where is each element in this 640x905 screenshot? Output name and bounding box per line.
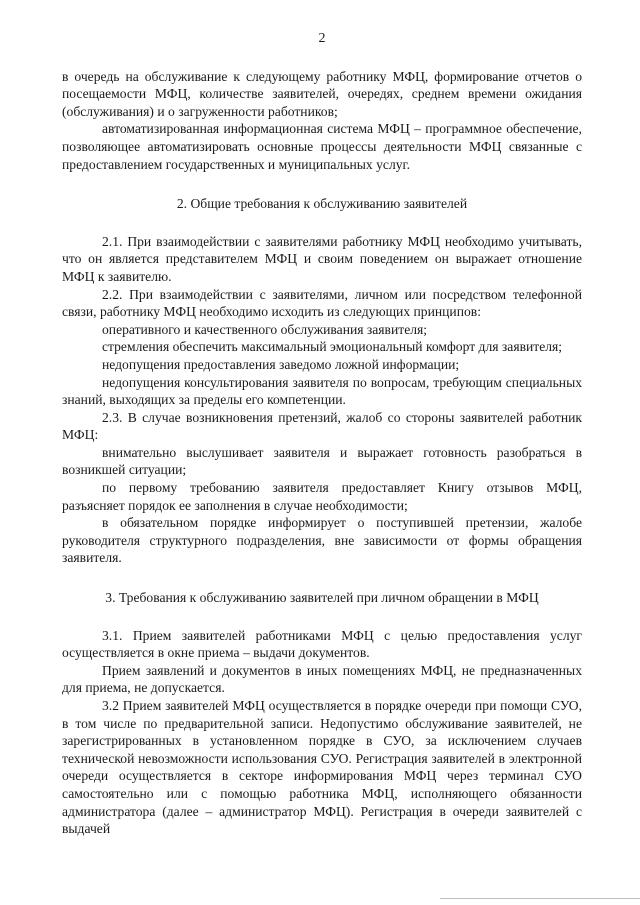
section-2-paragraph: по первому требованию заявителя предоставляет Книгу отзывов МФЦ, разъясняет порядок ее заполнения в случае необходимости; bbox=[62, 480, 582, 513]
section-2-heading: 2. Общие требования к обслуживанию заявителей bbox=[176, 196, 468, 212]
section-2-paragraph: 2.1. При взаимодействии с заявителями работнику МФЦ необходимо учитывать, что он является представителем МФЦ и своим поведением он выражает отношение МФЦ к заявителю. bbox=[62, 233, 582, 284]
section-3-paragraph: 3.2 Прием заявителей МФЦ осуществляется в порядке очереди при помощи СУО, в том числе по предварительной записи. Недопустимо обслуживание заявителей, не зарегистрированных в установленном порядке в СУО, за исключением случаев технической невозможности использования СУО. Регистрация заявителей в электронной очереди осуществляется в секторе информирования МФЦ через терминал СУО самостоятельно или с помощью работника МФЦ, исполняющего обязанности администратора (далее – администратор МФЦ). Регистрация в очереди заявителей с выдачей bbox=[62, 698, 582, 837]
section-2-paragraph: в обязательном порядке информирует о поступившей претензии, жалобе руководителя структурного подразделения, вне зависимости от формы обращения заявителя. bbox=[62, 515, 582, 566]
section-2-paragraph: внимательно выслушивает заявителя и выражает готовность разобраться в возникшей ситуации; bbox=[62, 444, 582, 478]
section-3-paragraph: Прием заявлений и документов в иных помещениях МФЦ, не предназначенных для приема, не допускается. bbox=[62, 662, 582, 696]
section-2-paragraph: оперативного и качественного обслуживания заявителя; bbox=[102, 321, 428, 337]
intro-paragraph-1: в очередь на обслуживание к следующему работнику МФЦ, формирование отчетов о посещаемости МФЦ, количестве заявителей, очередях, среднем времени ожидания (обслуживания) и о загруженности работников; bbox=[62, 68, 582, 119]
section-2-paragraph: недопущения предоставления заведомо ложной информации; bbox=[102, 356, 460, 372]
scan-edge-line bbox=[440, 898, 640, 899]
section-3-heading: 3. Требования к обслуживанию заявителей при личном обращении в МФЦ bbox=[105, 590, 539, 606]
section-3-paragraph: 3.1. Прием заявителей работниками МФЦ с целью предоставления услуг осуществляется в окне приема – выдачи документов. bbox=[62, 627, 582, 661]
page-number: 2 bbox=[318, 31, 326, 46]
section-2-paragraph: 2.3. В случае возникновения претензий, жалоб со стороны заявителей работник МФЦ: bbox=[62, 409, 582, 443]
section-2-paragraph: недопущения консультирования заявителя по вопросам, требующим специальных знаний, выходящих за пределы его компетенции. bbox=[62, 374, 582, 408]
section-2-paragraph: стремления обеспечить максимальный эмоциональный комфорт для заявителя; bbox=[102, 339, 563, 355]
intro-paragraph-2: автоматизированная информационная система МФЦ – программное обеспечение, позволяющее автоматизировать основные процессы деятельности МФЦ связанные с предоставлением государственных и муниципальных услуг. bbox=[62, 121, 582, 172]
document-page bbox=[62, 30, 582, 838]
section-2-paragraph: 2.2. При взаимодействии с заявителями, личном или посредством телефонной связи, работнику МФЦ необходимо исходить из следующих принципов: bbox=[62, 286, 582, 320]
